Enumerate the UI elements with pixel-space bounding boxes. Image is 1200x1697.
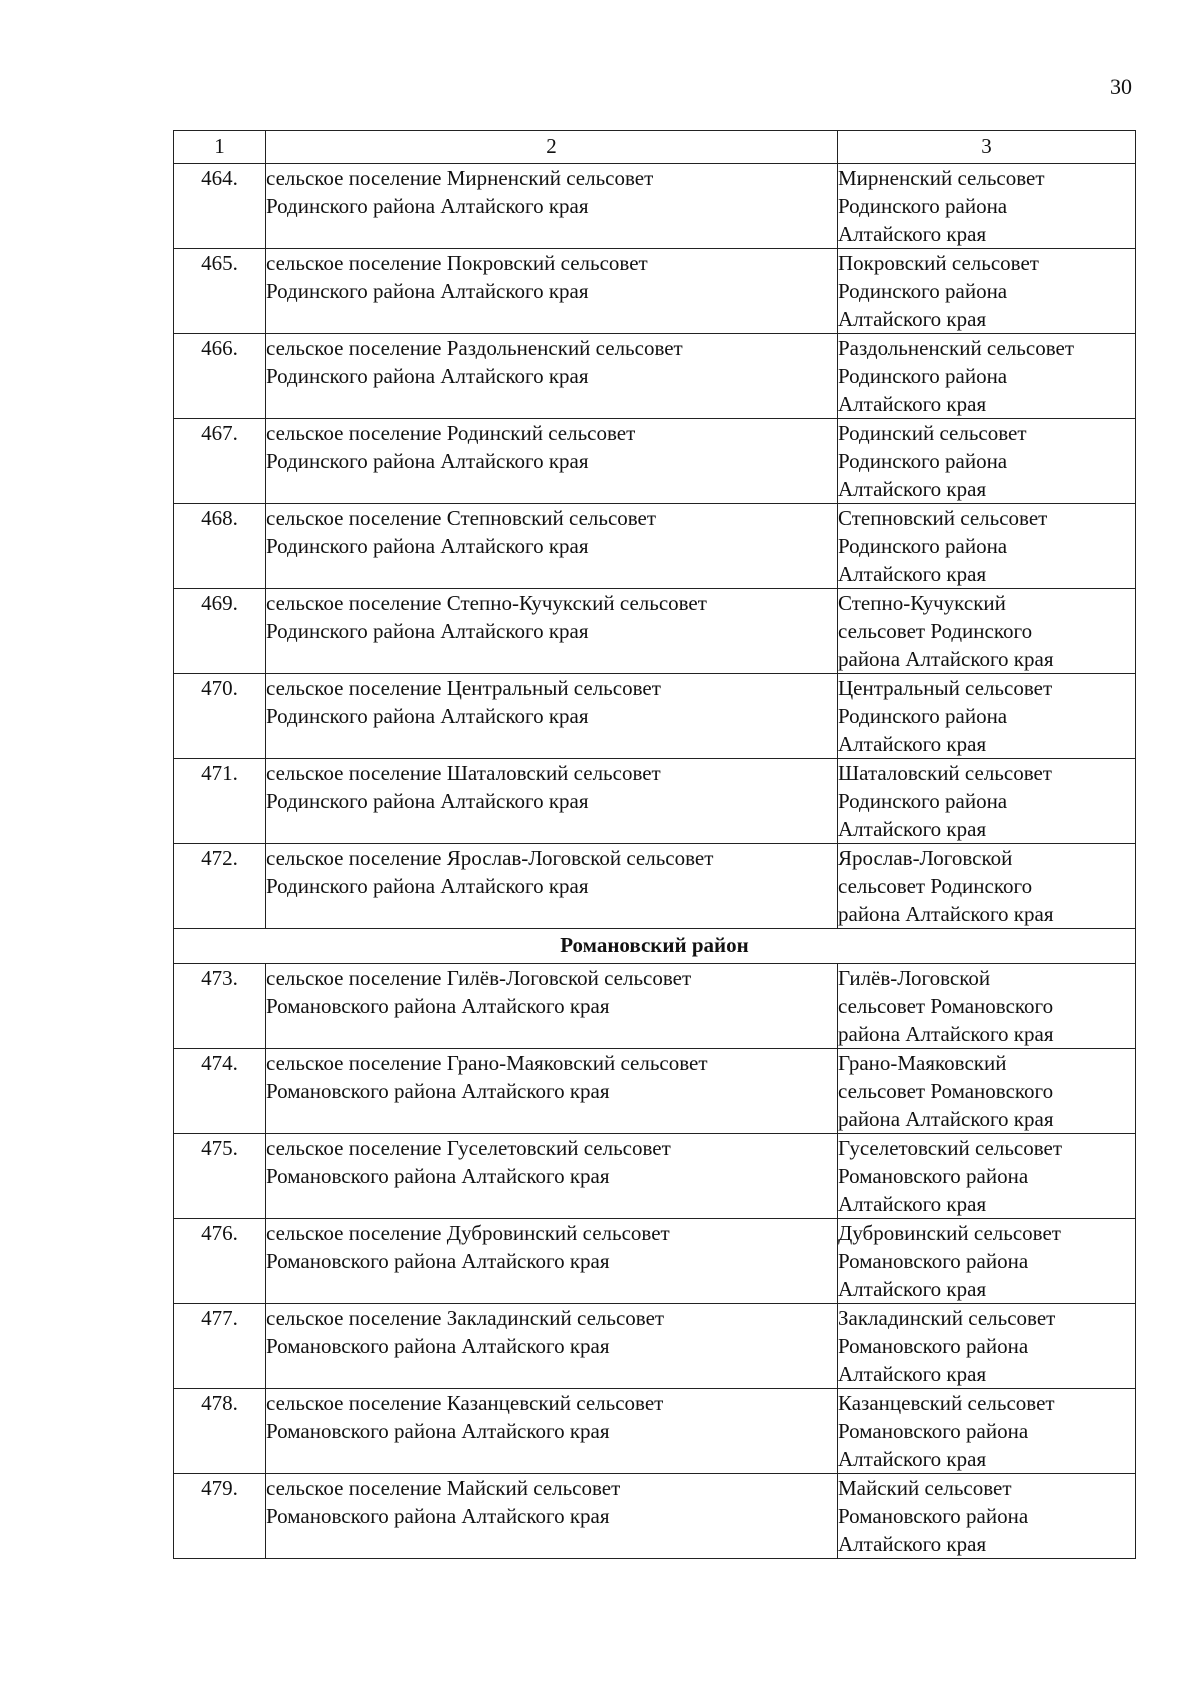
- full-name-line: Родинского района Алтайского края: [266, 704, 589, 728]
- settlement-full-name: [266, 759, 838, 844]
- short-name-line: Алтайского края: [838, 817, 987, 841]
- short-name-line: Алтайского края: [838, 1192, 987, 1216]
- short-name-line: сельсовет Родинского: [838, 619, 1033, 643]
- row-number: 478.: [174, 1389, 266, 1474]
- settlement-short-name: [838, 759, 1136, 844]
- column-header-full-name: 2: [266, 131, 838, 164]
- short-name-line: Гилёв-Логовской: [838, 966, 991, 990]
- settlement-full-name: [266, 964, 838, 1049]
- short-name-line: сельсовет Романовского: [838, 994, 1054, 1018]
- settlement-full-name: [266, 419, 838, 504]
- romanovsky-district-rows: [174, 964, 1136, 1559]
- settlement-short-name: [838, 1219, 1136, 1304]
- full-name-line: Романовского района Алтайского края: [266, 994, 610, 1018]
- short-name-line: района Алтайского края: [838, 1022, 1054, 1046]
- full-name-line: Родинского района Алтайского края: [266, 874, 589, 898]
- short-name-line: Романовского района: [838, 1164, 1029, 1188]
- short-name-line: Гуселетовский сельсовет: [838, 1136, 1063, 1160]
- full-name-line: сельское поселение Раздольненский сельсовет: [266, 336, 683, 360]
- settlement-short-name: [838, 1304, 1136, 1389]
- table-row: [174, 1474, 1136, 1559]
- full-name-line: сельское поселение Закладинский сельсовет: [266, 1306, 665, 1330]
- settlement-full-name: [266, 674, 838, 759]
- full-name-line: сельское поселение Шаталовский сельсовет: [266, 761, 661, 785]
- settlements-table: [173, 130, 1136, 1559]
- full-name-line: Родинского района Алтайского края: [266, 619, 589, 643]
- short-name-line: Алтайского края: [838, 562, 987, 586]
- full-name-line: сельское поселение Центральный сельсовет: [266, 676, 661, 700]
- short-name-line: Родинского района: [838, 194, 1008, 218]
- short-name-line: Родинский сельсовет: [838, 421, 1027, 445]
- short-name-line: Казанцевский сельсовет: [838, 1391, 1055, 1415]
- district-section: [174, 929, 1136, 964]
- table-row: [174, 589, 1136, 674]
- rodinsky-district-rows: [174, 164, 1136, 929]
- row-number: 465.: [174, 249, 266, 334]
- short-name-line: района Алтайского края: [838, 647, 1054, 671]
- settlement-short-name: [838, 1049, 1136, 1134]
- full-name-line: Романовского района Алтайского края: [266, 1504, 610, 1528]
- short-name-line: Алтайского края: [838, 732, 987, 756]
- short-name-line: Романовского района: [838, 1334, 1029, 1358]
- row-number: 473.: [174, 964, 266, 1049]
- row-number: 475.: [174, 1134, 266, 1219]
- row-number: 466.: [174, 334, 266, 419]
- short-name-line: Алтайского края: [838, 1447, 987, 1471]
- row-number: 467.: [174, 419, 266, 504]
- short-name-line: Мирненский сельсовет: [838, 166, 1045, 190]
- settlement-full-name: [266, 1049, 838, 1134]
- settlement-short-name: [838, 1389, 1136, 1474]
- settlement-full-name: [266, 1219, 838, 1304]
- full-name-line: Романовского района Алтайского края: [266, 1164, 610, 1188]
- table-row: [174, 674, 1136, 759]
- row-number: 479.: [174, 1474, 266, 1559]
- table-row: [174, 164, 1136, 249]
- short-name-line: Алтайского края: [838, 307, 987, 331]
- full-name-line: Родинского района Алтайского края: [266, 279, 589, 303]
- settlement-short-name: [838, 589, 1136, 674]
- short-name-line: Алтайского края: [838, 392, 987, 416]
- short-name-line: Закладинский сельсовет: [838, 1306, 1056, 1330]
- row-number: 472.: [174, 844, 266, 929]
- settlement-full-name: [266, 164, 838, 249]
- settlement-full-name: [266, 844, 838, 929]
- column-header-short-name: 3: [838, 131, 1136, 164]
- row-number: 469.: [174, 589, 266, 674]
- settlement-short-name: [838, 674, 1136, 759]
- settlement-short-name: [838, 164, 1136, 249]
- full-name-line: Романовского района Алтайского края: [266, 1334, 610, 1358]
- short-name-line: Алтайского края: [838, 222, 987, 246]
- short-name-line: Центральный сельсовет: [838, 676, 1053, 700]
- full-name-line: сельское поселение Ярослав-Логовской сельсовет: [266, 846, 714, 870]
- settlement-full-name: [266, 249, 838, 334]
- short-name-line: Алтайского края: [838, 1277, 987, 1301]
- row-number: 470.: [174, 674, 266, 759]
- table-row: [174, 419, 1136, 504]
- short-name-line: Алтайского края: [838, 477, 987, 501]
- settlement-full-name: [266, 589, 838, 674]
- short-name-line: Ярослав-Логовской: [838, 846, 1013, 870]
- settlement-full-name: [266, 1389, 838, 1474]
- short-name-line: Дубровинский сельсовет: [838, 1221, 1061, 1245]
- table-row: [174, 1219, 1136, 1304]
- settlement-full-name: [266, 1304, 838, 1389]
- table-row: [174, 334, 1136, 419]
- short-name-line: района Алтайского края: [838, 1107, 1054, 1131]
- full-name-line: Романовского района Алтайского края: [266, 1419, 610, 1443]
- full-name-line: сельское поселение Казанцевский сельсовет: [266, 1391, 664, 1415]
- settlement-short-name: [838, 1134, 1136, 1219]
- settlement-full-name: [266, 334, 838, 419]
- short-name-line: Покровский сельсовет: [838, 251, 1039, 275]
- full-name-line: сельское поселение Степно-Кучукский сельсовет: [266, 591, 707, 615]
- short-name-line: района Алтайского края: [838, 902, 1054, 926]
- settlement-full-name: [266, 504, 838, 589]
- short-name-line: Степновский сельсовет: [838, 506, 1048, 530]
- table-header-row: [174, 131, 1136, 164]
- table-row: [174, 759, 1136, 844]
- full-name-line: сельское поселение Грано-Маяковский сельсовет: [266, 1051, 708, 1075]
- full-name-line: Родинского района Алтайского края: [266, 449, 589, 473]
- column-header-number: 1: [174, 131, 266, 164]
- table-row: [174, 1049, 1136, 1134]
- settlement-short-name: [838, 1474, 1136, 1559]
- full-name-line: сельское поселение Гилёв-Логовской сельсовет: [266, 966, 692, 990]
- full-name-line: сельское поселение Покровский сельсовет: [266, 251, 648, 275]
- table-row: [174, 504, 1136, 589]
- settlement-short-name: [838, 419, 1136, 504]
- settlement-short-name: [838, 844, 1136, 929]
- table-row: [174, 1304, 1136, 1389]
- short-name-line: Майский сельсовет: [838, 1476, 1012, 1500]
- table-row: [174, 249, 1136, 334]
- full-name-line: Родинского района Алтайского края: [266, 194, 589, 218]
- full-name-line: Романовского района Алтайского края: [266, 1079, 610, 1103]
- district-heading: Романовский район: [174, 929, 1136, 964]
- full-name-line: Романовского района Алтайского края: [266, 1249, 610, 1273]
- full-name-line: Родинского района Алтайского края: [266, 534, 589, 558]
- full-name-line: сельское поселение Дубровинский сельсовет: [266, 1221, 670, 1245]
- settlement-short-name: [838, 504, 1136, 589]
- short-name-line: Алтайского края: [838, 1532, 987, 1556]
- settlement-short-name: [838, 334, 1136, 419]
- row-number: 471.: [174, 759, 266, 844]
- full-name-line: сельское поселение Родинский сельсовет: [266, 421, 636, 445]
- full-name-line: Родинского района Алтайского края: [266, 789, 589, 813]
- table-row: [174, 844, 1136, 929]
- row-number: 477.: [174, 1304, 266, 1389]
- short-name-line: Романовского района: [838, 1504, 1029, 1528]
- settlement-full-name: [266, 1134, 838, 1219]
- full-name-line: Родинского района Алтайского края: [266, 364, 589, 388]
- district-heading-row: [174, 929, 1136, 964]
- table-row: [174, 964, 1136, 1049]
- settlement-full-name: [266, 1474, 838, 1559]
- short-name-line: Степно-Кучукский: [838, 591, 1006, 615]
- short-name-line: Родинского района: [838, 364, 1008, 388]
- row-number: 464.: [174, 164, 266, 249]
- short-name-line: Романовского района: [838, 1249, 1029, 1273]
- settlement-short-name: [838, 964, 1136, 1049]
- page-number: 30: [1110, 74, 1132, 99]
- short-name-line: Алтайского края: [838, 1362, 987, 1386]
- short-name-line: Родинского района: [838, 449, 1008, 473]
- short-name-line: Родинского района: [838, 704, 1008, 728]
- row-number: 468.: [174, 504, 266, 589]
- full-name-line: сельское поселение Майский сельсовет: [266, 1476, 621, 1500]
- short-name-line: сельсовет Романовского: [838, 1079, 1054, 1103]
- table-row: [174, 1134, 1136, 1219]
- short-name-line: Родинского района: [838, 534, 1008, 558]
- full-name-line: сельское поселение Степновский сельсовет: [266, 506, 657, 530]
- table-row: [174, 1389, 1136, 1474]
- settlement-short-name: [838, 249, 1136, 334]
- short-name-line: Шаталовский сельсовет: [838, 761, 1052, 785]
- full-name-line: сельское поселение Гуселетовский сельсовет: [266, 1136, 671, 1160]
- full-name-line: сельское поселение Мирненский сельсовет: [266, 166, 654, 190]
- short-name-line: Романовского района: [838, 1419, 1029, 1443]
- short-name-line: Родинского района: [838, 789, 1008, 813]
- short-name-line: Грано-Маяковский: [838, 1051, 1007, 1075]
- row-number: 476.: [174, 1219, 266, 1304]
- short-name-line: Раздольненский сельсовет: [838, 336, 1074, 360]
- short-name-line: Родинского района: [838, 279, 1008, 303]
- short-name-line: сельсовет Родинского: [838, 874, 1033, 898]
- row-number: 474.: [174, 1049, 266, 1134]
